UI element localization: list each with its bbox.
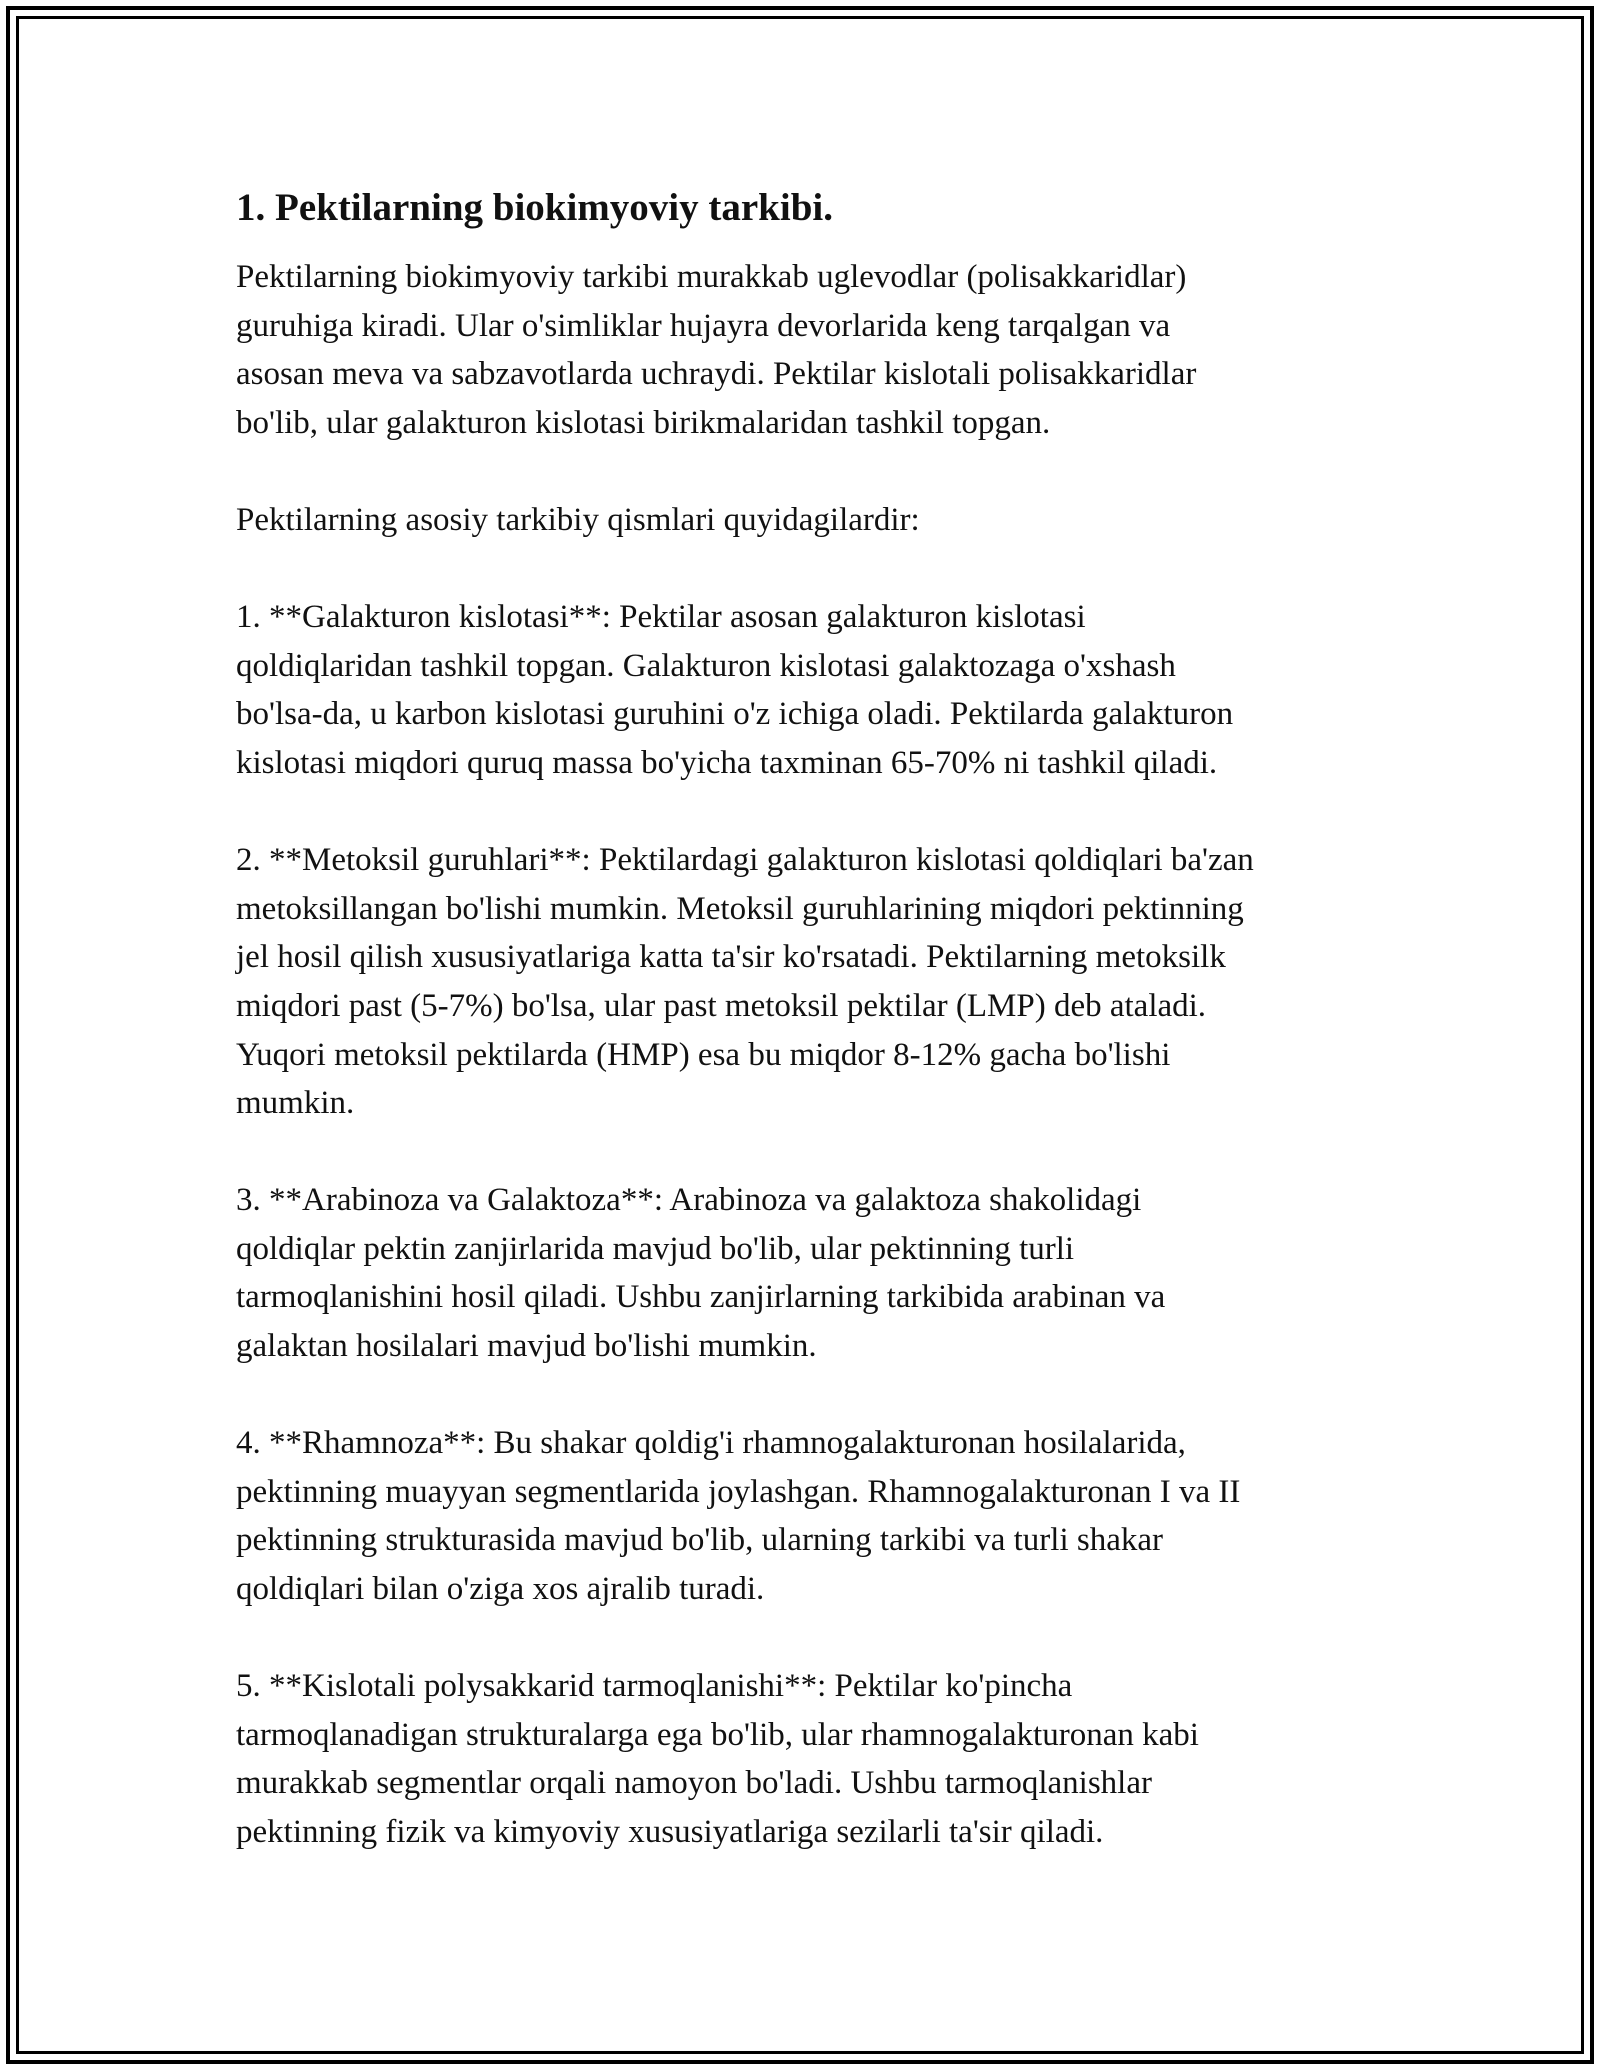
paragraph-intro	[236, 253, 1386, 447]
text-line: pektinning fizik va kimyoviy xususiyatlariga sezilarli ta'sir qiladi.	[236, 1814, 1104, 1850]
text-line: Yuqori metoksil pektilarda (HMP) esa bu miqdor 8-12% gacha bo'lishi	[236, 1036, 1171, 1073]
text-line: Pektilarning asosiy tarkibiy qismlari quyidagilardir:	[236, 501, 920, 538]
text-line: qoldiqlar pektin zanjirlarida mavjud bo'lib, ular pektinning turli	[236, 1230, 1075, 1267]
text-line: pektinning strukturasida mavjud bo'lib, ularning tarkibi va turli shakar	[236, 1522, 1164, 1559]
text-line: qoldiqlaridan tashkil topgan. Galakturon kislotasi galaktozaga o'xshash	[236, 647, 1176, 684]
text-line: 2. **Metoksil guruhlari**: Pektilardagi galakturon kislotasi qoldiqlari ba'zan	[236, 842, 1254, 879]
list-item-metoksil	[236, 836, 1386, 1128]
text-line: metoksillangan bo'lishi mumkin. Metoksil guruhlarining miqdori pektinning	[236, 890, 1244, 927]
text-line: 1. **Galakturon kislotasi**: Pektilar asosan galakturon kislotasi	[236, 599, 1086, 636]
text-line: tarmoqlanishini hosil qiladi. Ushbu zanjirlarning tarkibida arabinan va	[236, 1279, 1166, 1316]
list-item-galakturon	[236, 593, 1386, 787]
text-line: mumkin.	[236, 1085, 355, 1122]
text-line: kislotasi miqdori quruq massa bo'yicha taxminan 65-70% ni tashkil qiladi.	[236, 744, 1218, 781]
list-item-tarmoqlanish	[236, 1662, 1386, 1856]
text-line: guruhiga kiradi. Ular o'simliklar hujayra devorlarida keng tarqalgan va	[236, 307, 1171, 344]
text-line: tarmoqlanadigan strukturalarga ega bo'lib, ular rhamnogalakturonan kabi	[236, 1716, 1199, 1753]
text-line: jel hosil qilish xususiyatlariga katta ta'sir ko'rsatadi. Pektilarning metoksilk	[236, 939, 1226, 976]
text-line: pektinning muayyan segmentlarida joylashgan. Rhamnogalakturonan I va II	[236, 1473, 1241, 1510]
list-item-rhamnoza	[236, 1419, 1386, 1613]
list-item-arabinoza	[236, 1176, 1386, 1370]
paragraph-components-heading	[236, 496, 1386, 545]
text-line: Pektilarning biokimyoviy tarkibi murakkab uglevodlar (polisakkaridlar)	[236, 259, 1187, 295]
text-line: bo'lib, ular galakturon kislotasi birikmalaridan tashkil topgan.	[236, 404, 1051, 441]
text-line: 3. **Arabinoza va Galaktoza**: Arabinoza va galaktoza shakolidagi	[236, 1182, 1142, 1219]
text-line: 4. **Rhamnoza**: Bu shakar qoldig'i rhamnogalakturonan hosilalarida,	[236, 1425, 1186, 1462]
text-line: qoldiqlari bilan o'ziga xos ajralib turadi.	[236, 1571, 765, 1608]
document-title: 1. Pektilarning biokimyoviy tarkibi.	[236, 186, 833, 229]
text-line: 5. **Kislotali polysakkarid tarmoqlanishi**: Pektilar ko'pincha	[236, 1668, 1073, 1705]
text-line: miqdori past (5-7%) bo'lsa, ular past metoksil pektilar (LMP) deb ataladi.	[236, 987, 1207, 1024]
text-line: asosan meva va sabzavotlarda uchraydi. Pektilar kislotali polisakkaridlar	[236, 356, 1197, 393]
text-line: bo'lsa-da, u karbon kislotasi guruhini o'z ichiga oladi. Pektilarda galakturon	[236, 696, 1234, 733]
document-body	[236, 182, 1386, 1905]
text-line: galaktan hosilalari mavjud bo'lishi mumkin.	[236, 1328, 817, 1365]
text-line: murakkab segmentlar orqali namoyon bo'ladi. Ushbu tarmoqlanishlar	[236, 1765, 1152, 1802]
